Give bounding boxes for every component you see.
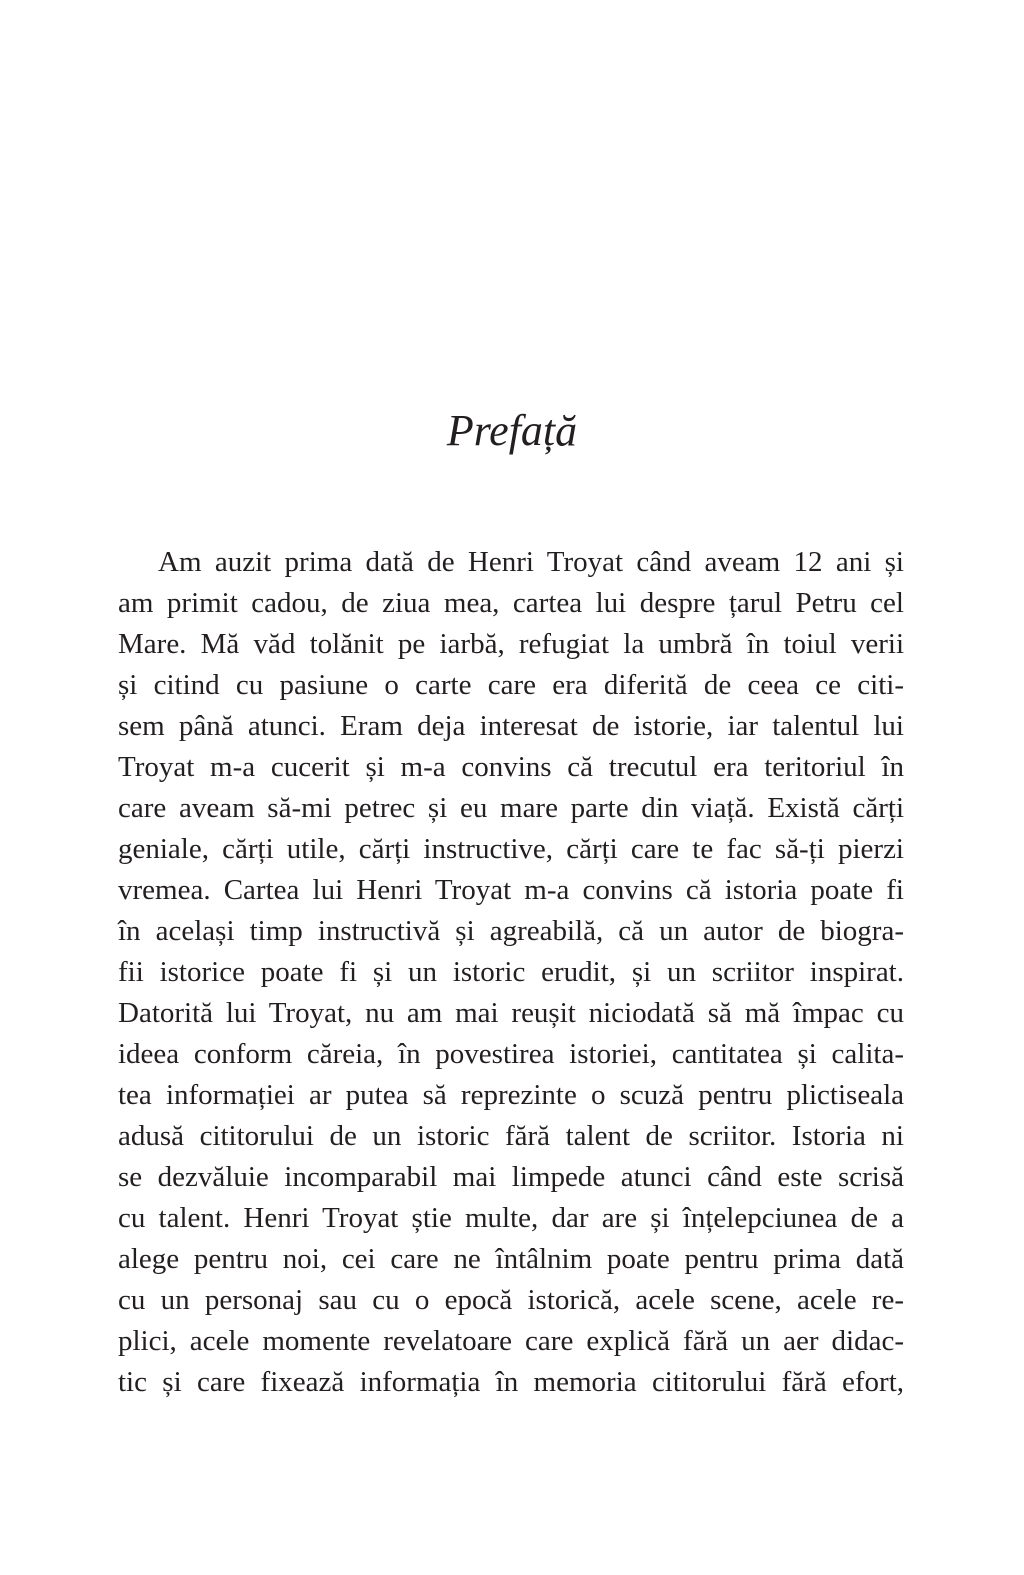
text-line: cu un personaj sau cu o epocă istorică, acele scene, acele re- <box>118 1284 904 1316</box>
text-line: fii istorice poate fi și un istoric erudit, și un scriitor inspirat. <box>118 956 904 988</box>
text-line: sem până atunci. Eram deja interesat de istorie, iar talentul lui <box>118 710 904 742</box>
text-line: alege pentru noi, cei care ne întâlnim poate pentru prima dată <box>118 1243 904 1275</box>
text-line: tea informației ar putea să reprezinte o scuză pentru plictiseala <box>118 1079 904 1111</box>
text-line: am primit cadou, de ziua mea, cartea lui despre țarul Petru cel <box>118 587 904 619</box>
text-line: Mare. Mă văd tolănit pe iarbă, refugiat la umbră în toiul verii <box>118 628 904 660</box>
text-line: în același timp instructivă și agreabilă, că un autor de biogra- <box>118 915 904 947</box>
text-line: vremea. Cartea lui Henri Troyat m-a convins că istoria poate fi <box>118 874 904 906</box>
chapter-title: Prefață <box>446 406 578 455</box>
text-line: Am auzit prima dată de Henri Troyat când aveam 12 ani și <box>158 546 904 578</box>
text-line: și citind cu pasiune o carte care era diferită de ceea ce citi- <box>118 669 904 701</box>
text-line: geniale, cărți utile, cărți instructive, cărți care te fac să-ți pierzi <box>118 833 904 865</box>
text-line: Troyat m-a cucerit și m-a convins că trecutul era teritoriul în <box>118 751 904 783</box>
text-line: care aveam să-mi petrec și eu mare parte din viață. Există cărți <box>118 792 904 824</box>
text-line: adusă cititorului de un istoric fără talent de scriitor. Istoria ni <box>118 1120 904 1152</box>
preface-paragraph <box>118 542 904 1403</box>
text-line: ideea conform căreia, în povestirea istoriei, cantitatea și calita- <box>118 1038 904 1070</box>
text-line: cu talent. Henri Troyat știe multe, dar are și înțelepciunea de a <box>118 1202 904 1234</box>
text-line: se dezvăluie incomparabil mai limpede atunci când este scrisă <box>118 1161 904 1193</box>
text-line: Datorită lui Troyat, nu am mai reușit niciodată să mă împac cu <box>118 997 904 1029</box>
text-line: tic și care fixează informația în memoria cititorului fără efort, <box>118 1366 904 1398</box>
text-line: plici, acele momente revelatoare care explică fără un aer didac- <box>118 1325 904 1357</box>
